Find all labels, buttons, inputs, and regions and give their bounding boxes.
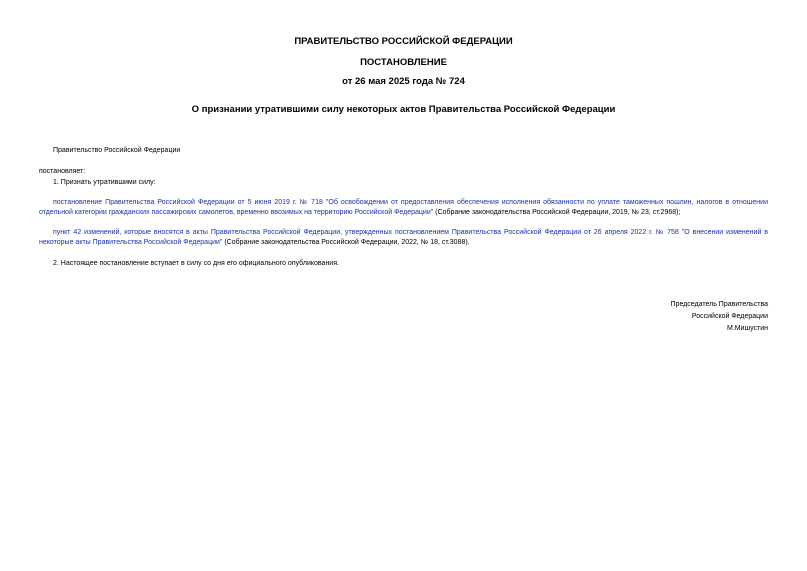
signature-position-line-1: Председатель Правительства	[670, 301, 768, 308]
preamble-subject: Правительство Российской Федерации	[53, 147, 181, 154]
act-2-link[interactable]: пункт 42 изменений, которые вносятся в акты Правительства Российской Федерации, утвержденных постановлением Правительства Российской Федерации от 26 апреля 2022 г. № 758 "О внесении изменений в некоторые акты Правительства Российской Федерации"	[39, 229, 768, 246]
item-2-effective: 2. Настоящее постановление вступает в силу со дня его официального опубликования.	[53, 260, 339, 267]
act-1-link[interactable]: постановление Правительства Российской Федерации от 5 июня 2019 г. № 718 "Об освобождении от предоставления обеспечения исполнения обязанности по уплате таможенных пошлин, налогов в отношении отдельной категории гражданских пассажирских самолетов, временно ввозимых на территорию Российской Федерации"	[39, 199, 768, 216]
document-type-heading: ПОСТАНОВЛЕНИЕ	[360, 57, 447, 68]
item-1-intro: 1. Признать утратившими силу:	[53, 179, 156, 186]
signatory-name: М.Мишустин	[726, 325, 768, 332]
act-1-source: (Собрание законодательства Российской Федерации, 2019, № 23, ст.2968);	[433, 209, 681, 216]
act-2-source: (Собрание законодательства Российской Федерации, 2022, № 18, ст.3088).	[222, 239, 470, 246]
repealed-act-2	[39, 228, 768, 248]
signature-position-line-2: Российской Федерации	[691, 313, 768, 320]
date-number-heading: от 26 мая 2025 года № 724	[342, 76, 465, 87]
repealed-act-1	[39, 198, 768, 218]
document-title: О признании утратившими силу некоторых актов Правительства Российской Федерации	[191, 104, 616, 115]
issuer-heading: ПРАВИТЕЛЬСТВО РОССИЙСКОЙ ФЕДЕРАЦИИ	[294, 36, 513, 47]
preamble-decides: постановляет:	[39, 168, 86, 175]
signature-block	[671, 299, 768, 335]
